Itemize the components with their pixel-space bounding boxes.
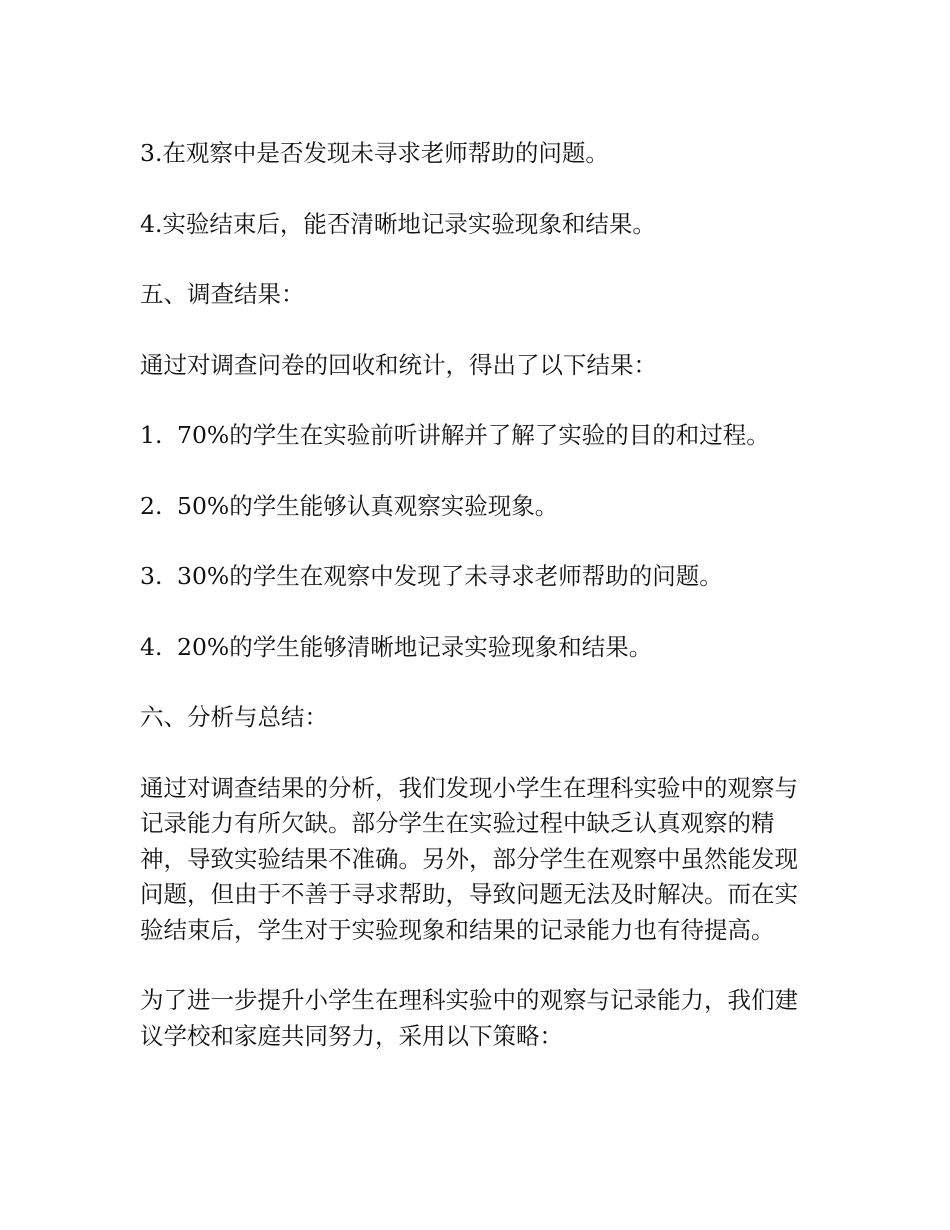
- criterion-4: 4.实验结束后，能否清晰地记录实验现象和结果。: [140, 209, 656, 238]
- analysis-paragraph: 通过对调查结果的分析，我们发现小学生在理科实验中的观察与记录能力有所欠缺。部分学生在实验过程中缺乏认真观察的精神，导致实验结果不准确。另外，部分学生在观察中虽然能发现问题，但由于不善于寻求帮助，导致问题无法及时解决。而在实验结束后，学生对于实验现象和结果的记录能力也有待提高。: [140, 773, 798, 944]
- result-item-1: [140, 418, 815, 454]
- section-5-intro: 通过对调查问卷的回收和统计，得出了以下结果：: [140, 350, 657, 379]
- result-item-text: 30%的学生在观察中发现了未寻求老师帮助的问题。: [177, 562, 723, 590]
- result-item-3: [140, 559, 815, 595]
- document-body: [140, 136, 815, 1089]
- result-item-4: [140, 630, 815, 666]
- recommendation-paragraph: 为了进一步提升小学生在理科实验中的观察与记录能力，我们建议学校和家庭共同努力，采用以下策略：: [140, 986, 798, 1050]
- result-item-number: 1.: [140, 421, 163, 449]
- criterion-3: 3.在观察中是否发现未寻求老师帮助的问题。: [140, 139, 609, 167]
- result-item-number: 4.: [140, 632, 163, 661]
- result-item-2: [140, 489, 815, 525]
- result-item-text: 70%的学生在实验前听讲解并了解了实验的目的和过程。: [177, 421, 770, 449]
- section-6-heading: 六、分析与总结：: [140, 703, 328, 731]
- result-item-number: 2.: [140, 491, 163, 520]
- result-item-text: 50%的学生能够认真观察实验现象。: [177, 491, 559, 520]
- result-item-number: 3.: [140, 562, 163, 590]
- section-5-heading: 五、调查结果：: [140, 280, 305, 308]
- result-item-text: 20%的学生能够清晰地记录实验现象和结果。: [177, 632, 653, 661]
